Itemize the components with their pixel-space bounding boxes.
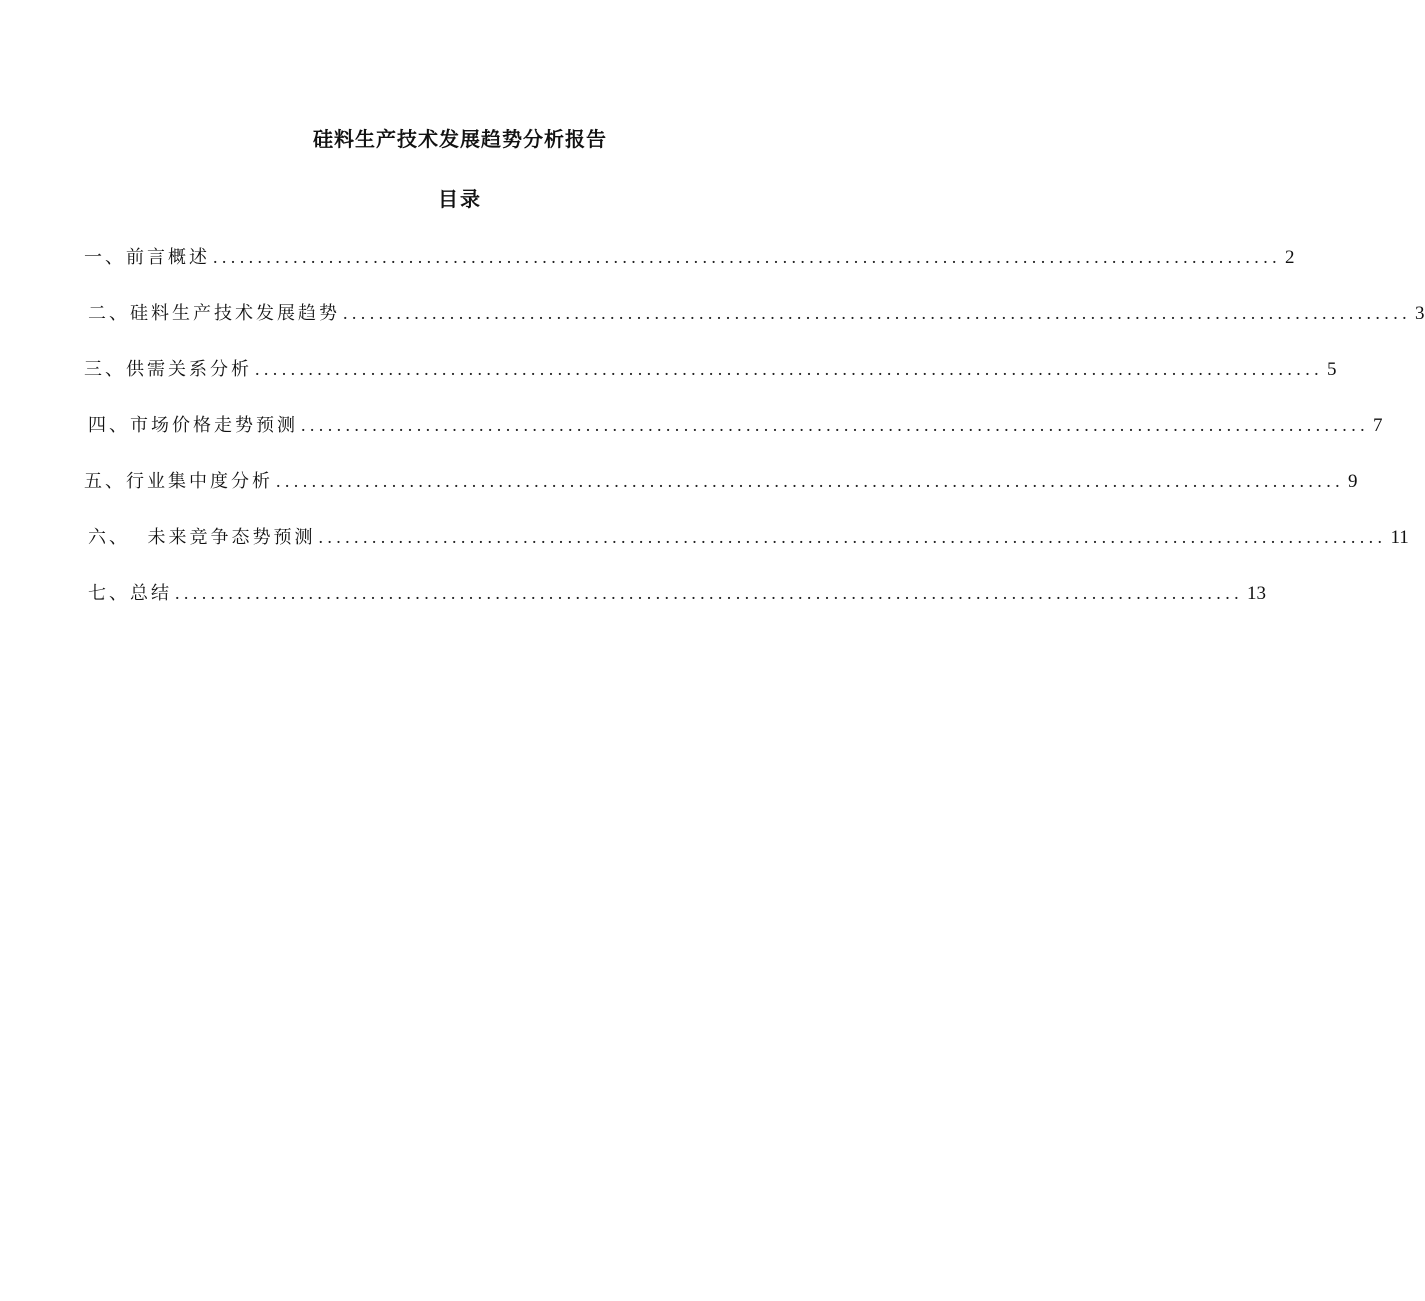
- toc-entry-number: 六、: [88, 527, 130, 548]
- toc-entry-page: 7: [1373, 415, 1383, 436]
- toc-entry-5[interactable]: [84, 466, 1358, 496]
- toc-entry-7[interactable]: [88, 578, 1266, 608]
- toc-dot-leader: ........................................................................................................................: [175, 583, 1243, 603]
- toc-entry-3[interactable]: [84, 354, 1337, 384]
- toc-entry-number: 七、: [88, 583, 130, 604]
- toc-entry-label: 市场价格走势预测: [130, 415, 298, 436]
- toc-entry-page: 2: [1285, 247, 1295, 268]
- toc-entry-label: 前言概述: [126, 247, 210, 268]
- toc-entry-page: 5: [1327, 359, 1337, 380]
- toc-entry-2[interactable]: [88, 298, 1425, 328]
- toc-entry-label: 总结: [130, 583, 172, 604]
- toc-dot-leader: ........................................................................................................................: [213, 247, 1281, 267]
- toc-dot-leader: ........................................................................................................................: [318, 527, 1387, 547]
- toc-dot-leader: ........................................................................................................................: [276, 471, 1344, 491]
- toc-entry-number: 五、: [84, 471, 126, 492]
- toc-entry-4[interactable]: [88, 410, 1383, 440]
- toc-entry-label: 硅料生产技术发展趋势: [130, 303, 340, 324]
- toc-dot-leader: ........................................................................................................................: [343, 303, 1411, 323]
- toc-entry-label: 供需关系分析: [126, 359, 252, 380]
- toc-entry-6[interactable]: [88, 522, 1409, 552]
- toc-entry-number: 二、: [88, 303, 130, 324]
- toc-entry-page: 9: [1348, 471, 1358, 492]
- toc-heading: 目录: [438, 187, 482, 211]
- toc-entry-number: 四、: [88, 415, 130, 436]
- toc-entry-page: 11: [1390, 527, 1409, 548]
- toc-entry-number: 一、: [84, 247, 126, 268]
- toc-entry-page: 13: [1247, 583, 1266, 604]
- toc-entry-number: 三、: [84, 359, 126, 380]
- toc-dot-leader: ........................................................................................................................: [301, 415, 1369, 435]
- toc-entry-label: 行业集中度分析: [126, 471, 273, 492]
- document-title: 硅料生产技术发展趋势分析报告: [313, 127, 607, 151]
- toc-entry-page: 3: [1415, 303, 1425, 324]
- toc-dot-leader: ........................................................................................................................: [255, 359, 1323, 379]
- toc-entry-1[interactable]: [84, 242, 1295, 272]
- toc-entry-label: 未来竞争态势预测: [130, 527, 316, 548]
